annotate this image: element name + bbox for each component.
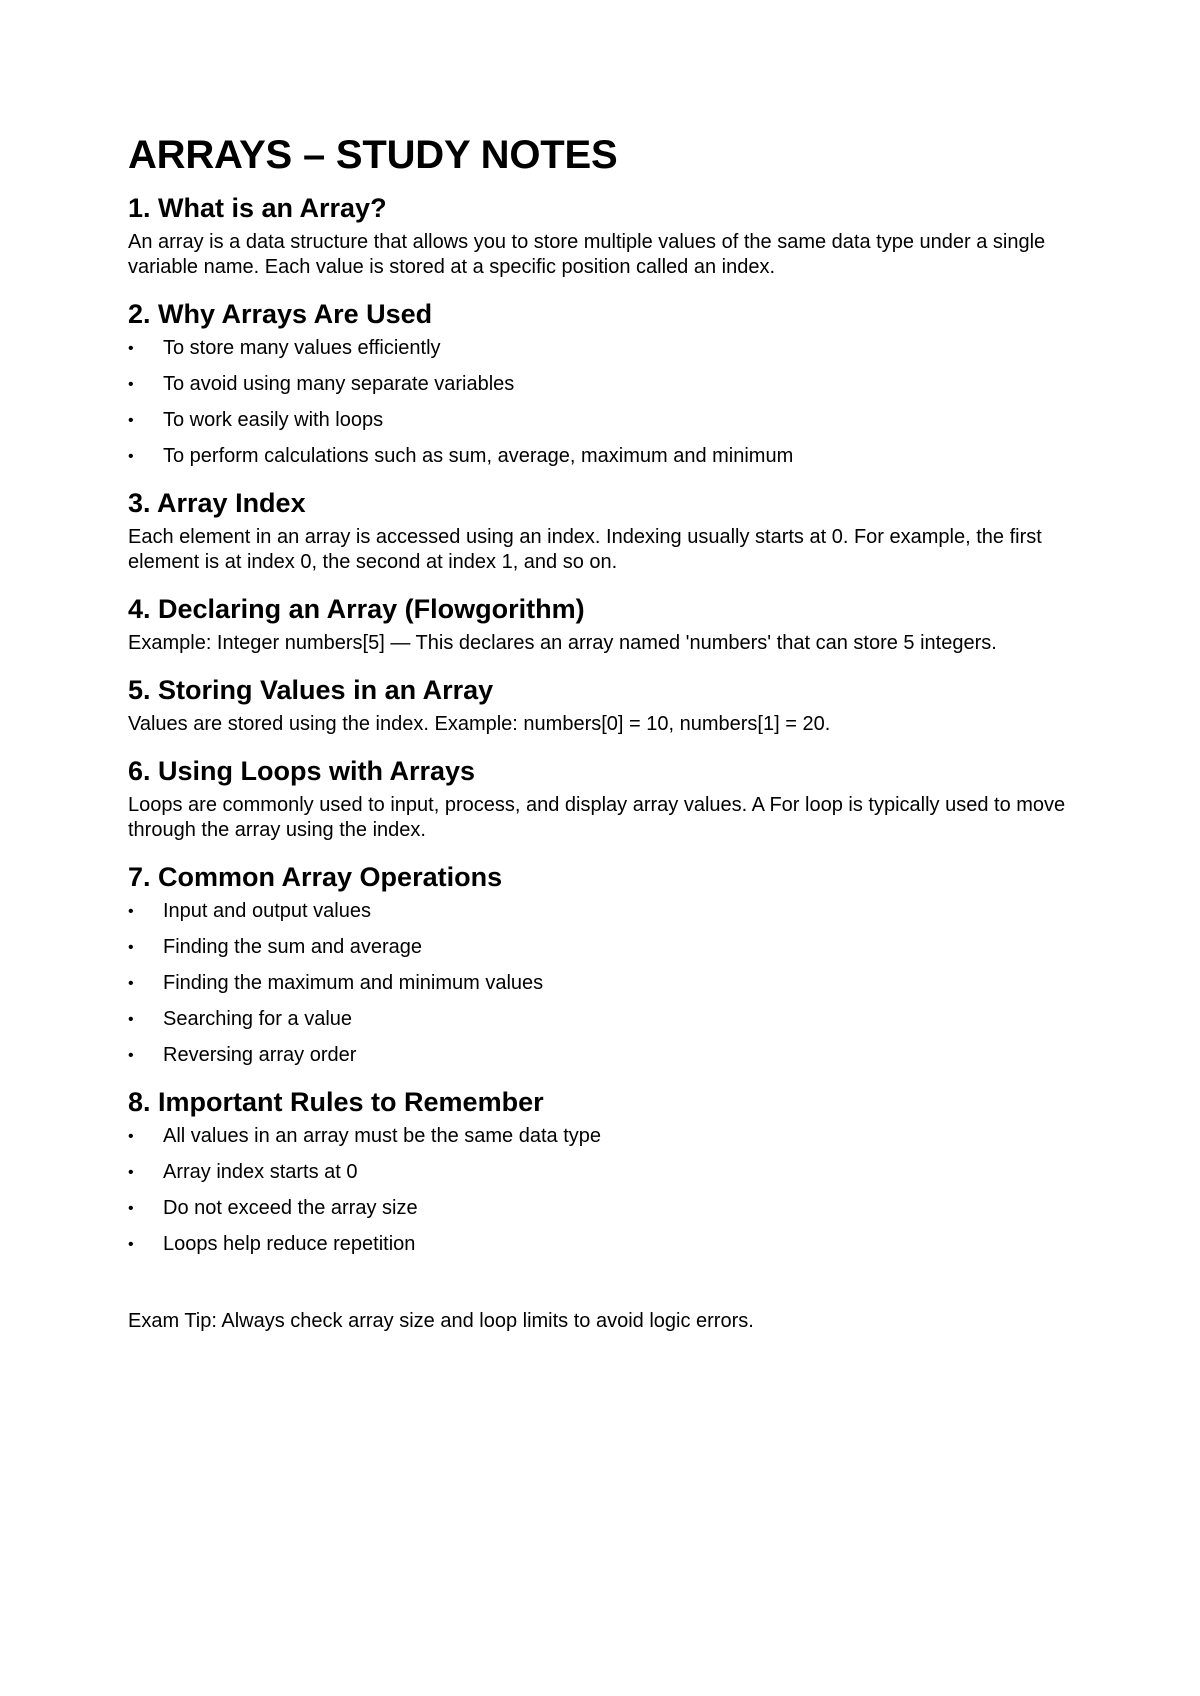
- section-paragraph: Example: Integer numbers[5] — This declares an array named 'numbers' that can store 5 integers.: [128, 632, 997, 654]
- bullet-icon: •: [128, 1200, 134, 1217]
- list-item: [128, 336, 1088, 361]
- list-item-text: All values in an array must be the same data type: [163, 1125, 602, 1147]
- section-paragraph: Each element in an array is accessed using an index. Indexing usually starts at 0. For example, the first element is at index 0, the second at index 1, and so on.: [128, 526, 1042, 573]
- list-item-text: To store many values efficiently: [163, 337, 441, 359]
- bullet-icon: •: [128, 1128, 134, 1145]
- list-item: [128, 935, 1088, 960]
- bullet-list: [128, 899, 1088, 1068]
- bullet-icon: •: [128, 376, 134, 393]
- section-paragraph: An array is a data structure that allows you to store multiple values of the same data type under a single variable name. Each value is stored at a specific position called an index.: [128, 231, 1046, 278]
- list-item-text: Array index starts at 0: [163, 1161, 358, 1183]
- list-item: [128, 372, 1088, 397]
- list-item-text: Finding the sum and average: [163, 936, 423, 958]
- section-heading: 5. Storing Values in an Array: [128, 675, 494, 705]
- bullet-icon: •: [128, 1011, 134, 1028]
- list-item: [128, 408, 1088, 433]
- section-heading: 1. What is an Array?: [128, 193, 387, 223]
- list-item: [128, 971, 1088, 996]
- list-item: [128, 444, 1088, 469]
- list-item: [128, 1196, 1088, 1221]
- list-item-text: Reversing array order: [163, 1044, 357, 1066]
- bullet-icon: •: [128, 1047, 134, 1064]
- document-title: ARRAYS – STUDY NOTES: [128, 133, 618, 177]
- section-common-operations: [128, 861, 1088, 1068]
- list-item: [128, 1043, 1088, 1068]
- list-item: [128, 1007, 1088, 1032]
- section-heading: 3. Array Index: [128, 488, 306, 518]
- list-item-text: Loops help reduce repetition: [163, 1233, 416, 1255]
- list-item: [128, 1160, 1088, 1185]
- list-item-text: To perform calculations such as sum, average, maximum and minimum: [163, 445, 794, 467]
- list-item-text: Finding the maximum and minimum values: [163, 972, 544, 994]
- section-heading: 2. Why Arrays Are Used: [128, 299, 433, 329]
- list-item: [128, 1232, 1088, 1257]
- section-heading: 7. Common Array Operations: [128, 862, 503, 892]
- section-important-rules: [128, 1086, 1088, 1257]
- section-declaring-an-array: [128, 593, 1088, 656]
- exam-tip: Exam Tip: Always check array size and loop limits to avoid logic errors.: [128, 1310, 754, 1332]
- section-storing-values: [128, 674, 1088, 737]
- bullet-icon: •: [128, 1164, 134, 1181]
- section-paragraph: Loops are commonly used to input, process, and display array values. A For loop is typically used to move through the array using the index.: [128, 794, 1066, 841]
- bullet-icon: •: [128, 448, 134, 465]
- list-item-text: To avoid using many separate variables: [163, 373, 515, 395]
- list-item-text: Input and output values: [163, 900, 371, 922]
- section-array-index: [128, 487, 1088, 575]
- section-heading: 6. Using Loops with Arrays: [128, 756, 476, 786]
- section-paragraph: Values are stored using the index. Example: numbers[0] = 10, numbers[1] = 20.: [128, 713, 831, 735]
- bullet-icon: •: [128, 1236, 134, 1253]
- section-heading: 8. Important Rules to Remember: [128, 1087, 544, 1117]
- section-using-loops: [128, 755, 1088, 843]
- section-what-is-an-array: [128, 192, 1088, 280]
- bullet-icon: •: [128, 412, 134, 429]
- list-item-text: Do not exceed the array size: [163, 1197, 418, 1219]
- bullet-icon: •: [128, 903, 134, 920]
- bullet-list: [128, 336, 1088, 469]
- bullet-icon: •: [128, 340, 134, 357]
- list-item: [128, 1124, 1088, 1149]
- bullet-icon: •: [128, 939, 134, 956]
- list-item-text: To work easily with loops: [163, 409, 384, 431]
- bullet-list: [128, 1124, 1088, 1257]
- list-item-text: Searching for a value: [163, 1008, 353, 1030]
- document-page: [128, 132, 1088, 1334]
- section-why-arrays-are-used: [128, 298, 1088, 469]
- list-item: [128, 899, 1088, 924]
- bullet-icon: •: [128, 975, 134, 992]
- section-heading: 4. Declaring an Array (Flowgorithm): [128, 594, 585, 624]
